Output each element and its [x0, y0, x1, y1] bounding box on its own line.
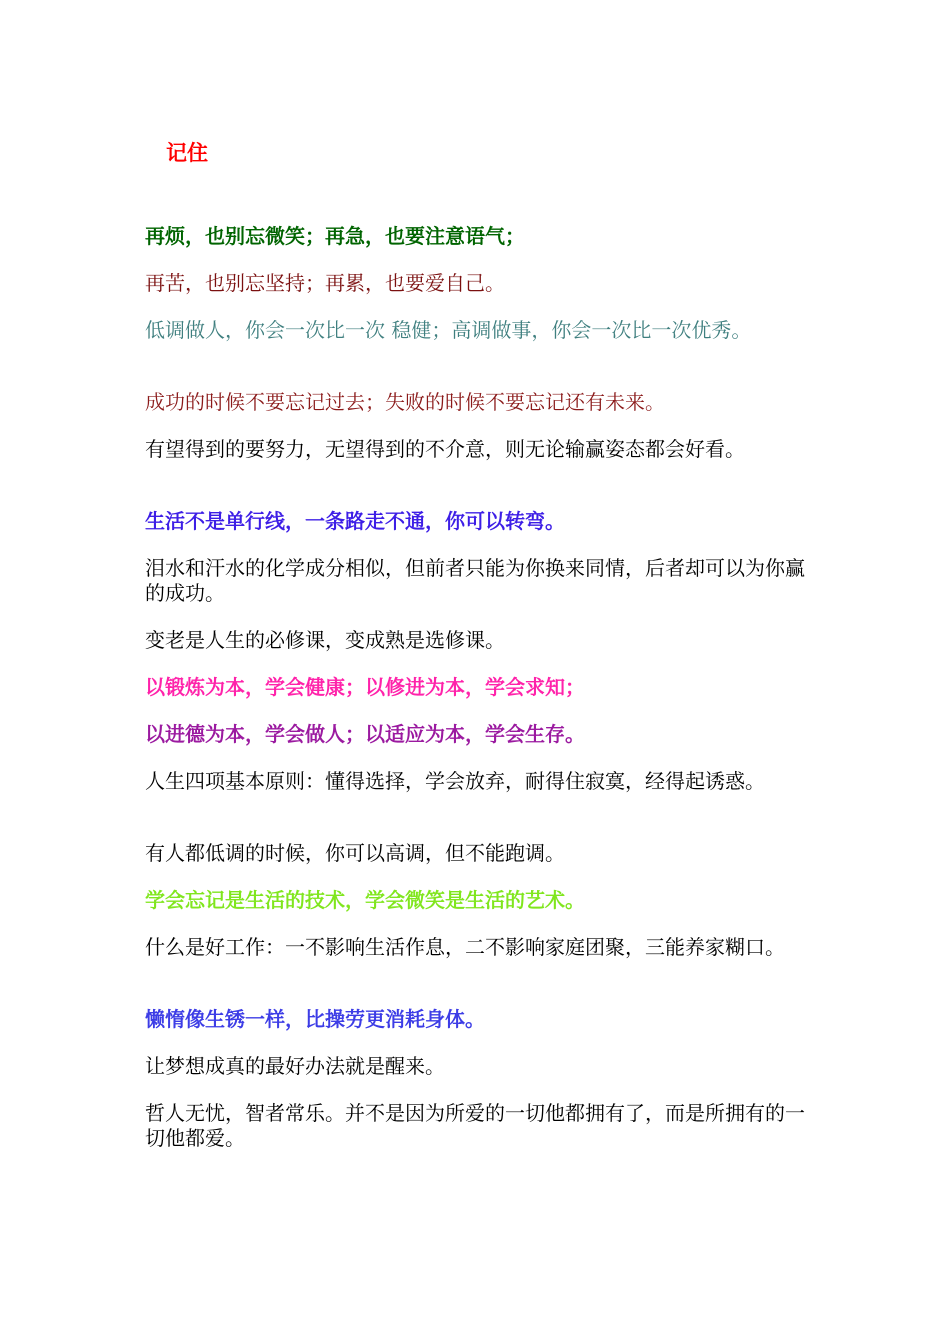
document-title: 记住 — [166, 141, 208, 165]
quote-line-16: 让梦想成真的最好办法就是醒来。 — [145, 1054, 445, 1078]
quote-line-4: 成功的时候不要忘记过去；失败的时候不要忘记还有未来。 — [145, 390, 665, 414]
quote-line-9: 以锻炼为本，学会健康；以修进为本，学会求知； — [145, 675, 585, 699]
quote-line-1: 再烦，也别忘微笑；再急，也要注意语气； — [145, 224, 525, 248]
quote-line-8: 变老是人生的必修课，变成熟是选修课。 — [145, 628, 505, 652]
quote-line-17: 哲人无忧，智者常乐。并不是因为所爱的一切他都拥有了，而是所拥有的一切他都爱。 — [145, 1101, 805, 1150]
quote-line-3: 低调做人，你会一次比一次 稳健；高调做事，你会一次比一次优秀。 — [145, 318, 752, 342]
quote-line-2: 再苦，也别忘坚持；再累，也要爱自己。 — [145, 271, 505, 295]
quote-line-7: 泪水和汗水的化学成分相似，但前者只能为你换来同情，后者却可以为你赢的成功。 — [145, 556, 805, 605]
quote-line-15: 懒惰像生锈一样，比操劳更消耗身体。 — [145, 1007, 485, 1031]
quote-line-11: 人生四项基本原则：懂得选择，学会放弃，耐得住寂寞，经得起诱惑。 — [145, 769, 765, 793]
quote-line-10: 以进德为本，学会做人；以适应为本，学会生存。 — [145, 722, 585, 746]
quote-line-14: 什么是好工作：一不影响生活作息，二不影响家庭团聚，三能养家糊口。 — [145, 935, 785, 959]
quote-line-13: 学会忘记是生活的技术，学会微笑是生活的艺术。 — [145, 888, 585, 912]
quote-line-6: 生活不是单行线，一条路走不通，你可以转弯。 — [145, 509, 565, 533]
quote-line-12: 有人都低调的时候，你可以高调，但不能跑调。 — [145, 841, 565, 865]
quote-line-5: 有望得到的要努力，无望得到的不介意，则无论输赢姿态都会好看。 — [145, 437, 745, 461]
